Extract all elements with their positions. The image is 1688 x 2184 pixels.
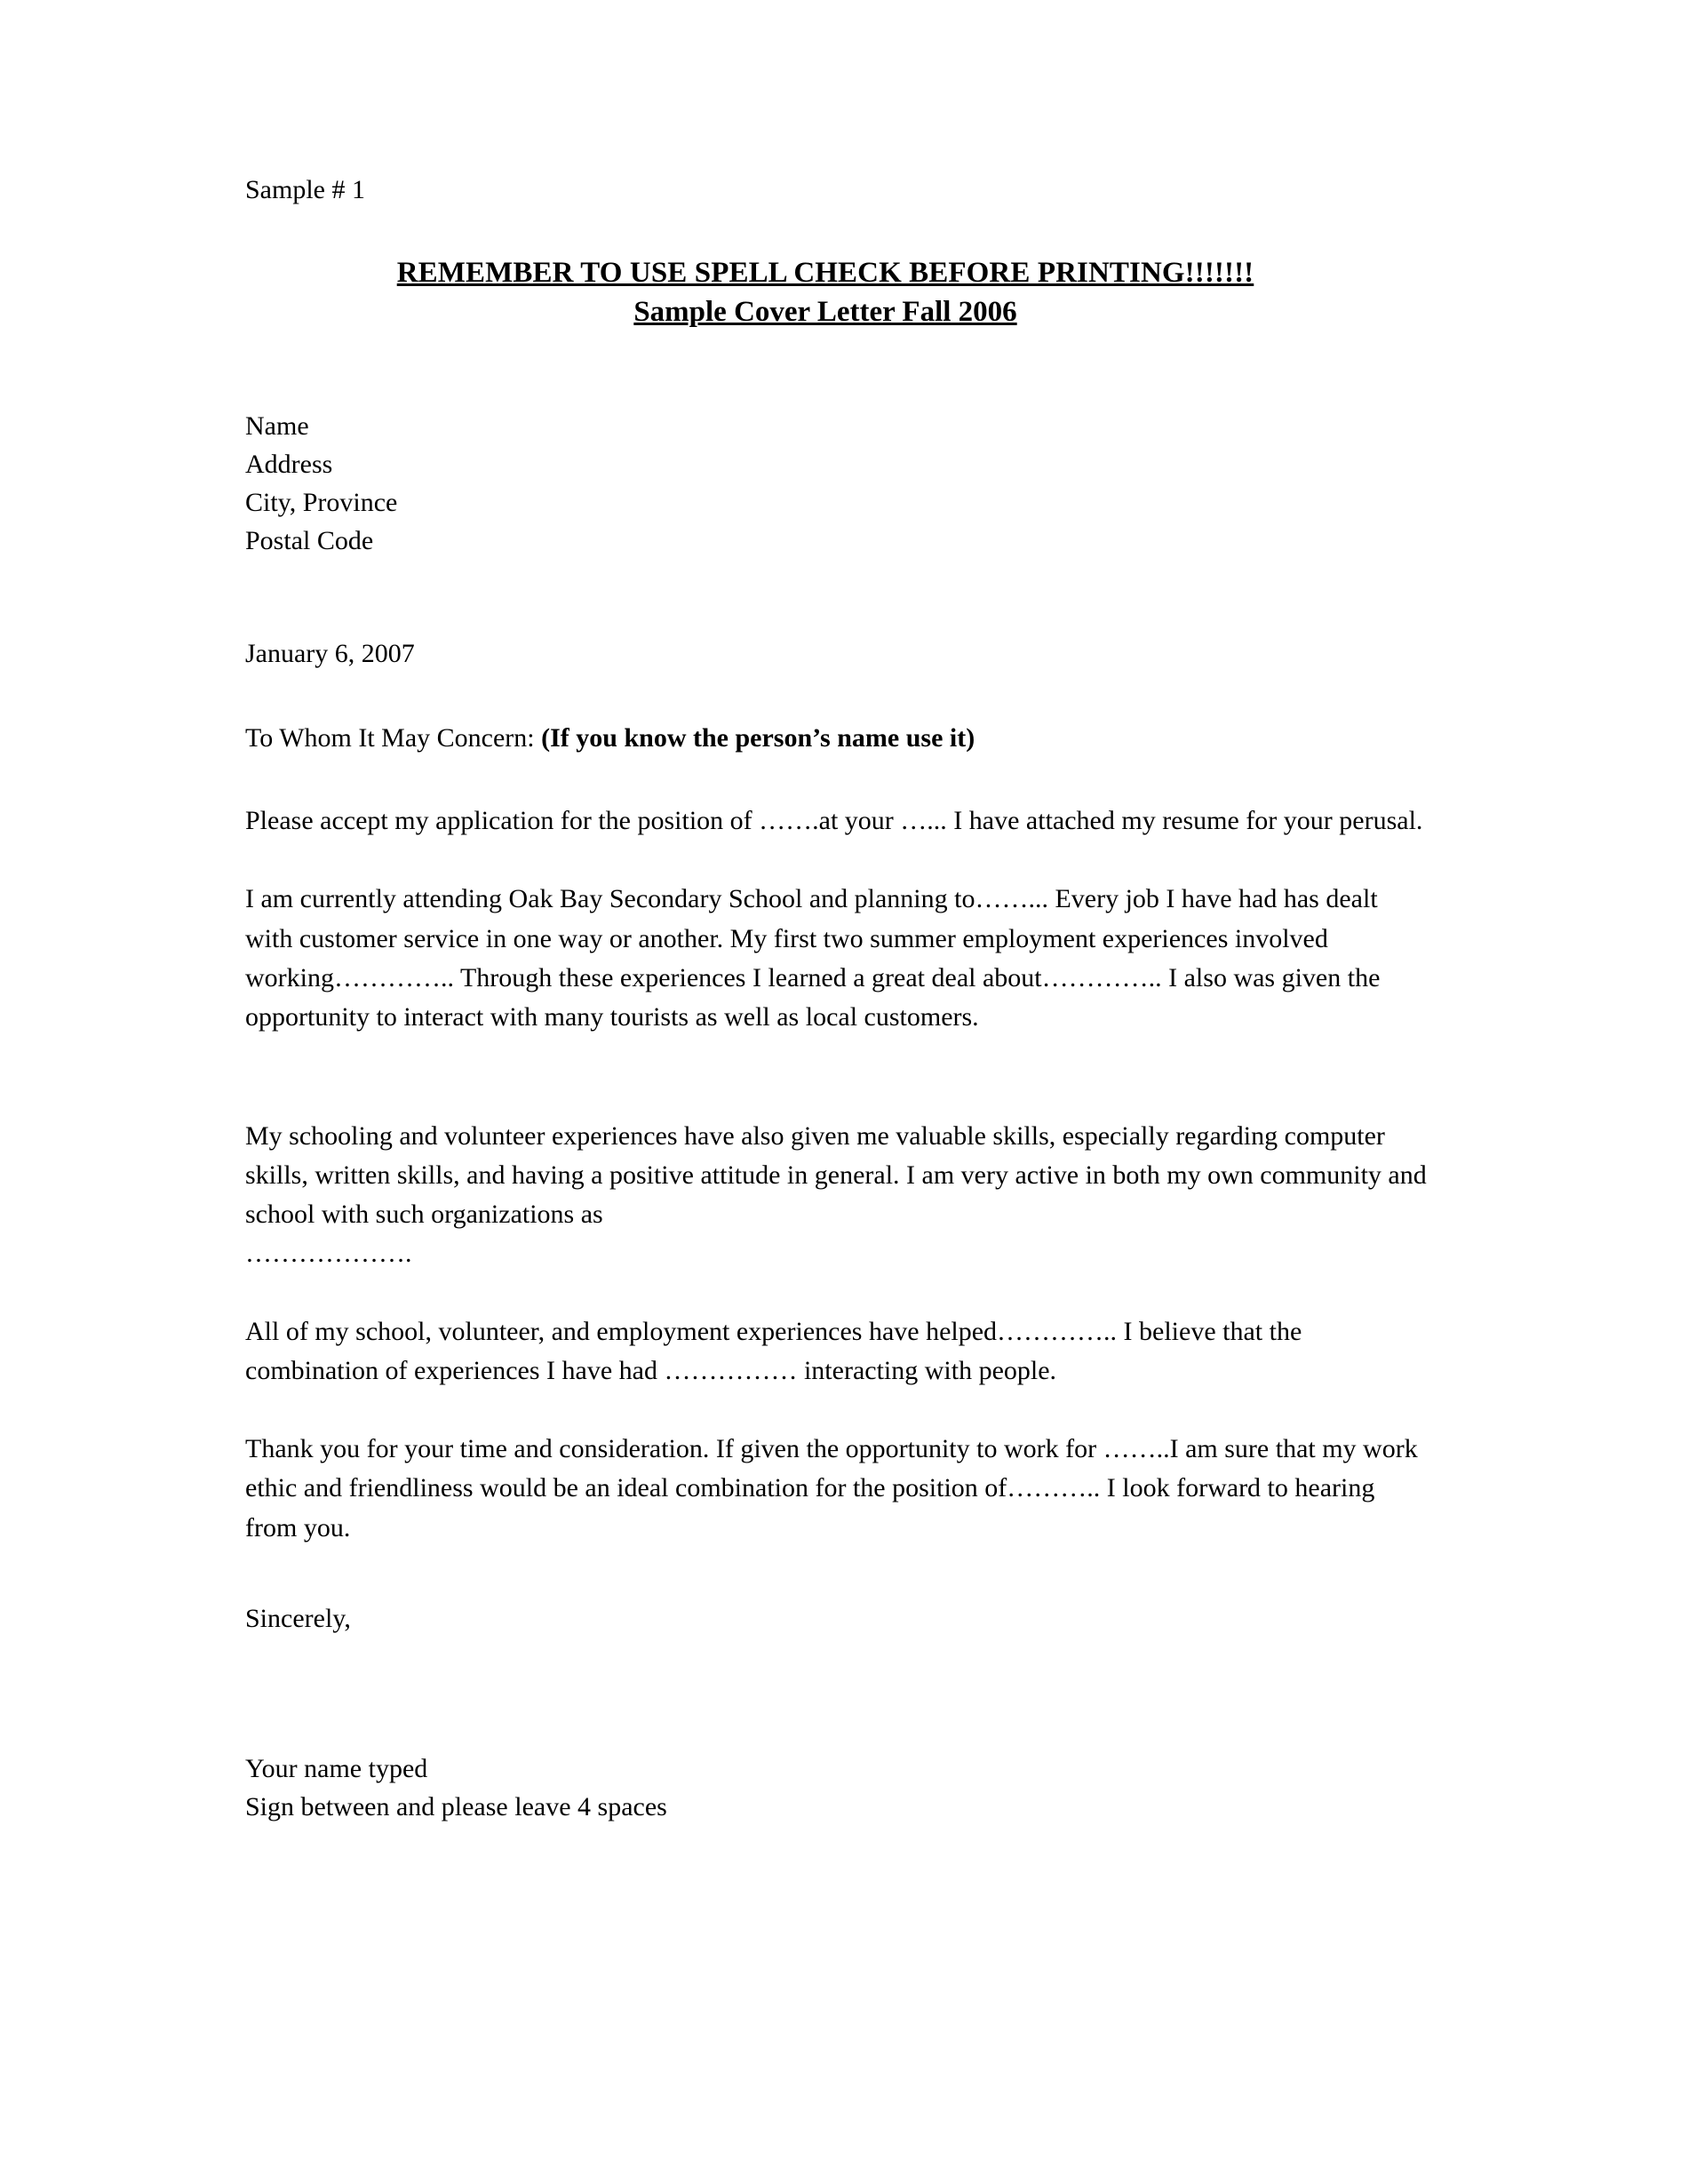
salutation-note: (If you know the person’s name use it) <box>541 723 975 753</box>
signature-instruction-line: Sign between and please leave 4 spaces <box>245 1791 667 1821</box>
closing-line: Sincerely, <box>245 1603 351 1633</box>
body-paragraph-4: All of my school, volunteer, and employment experiences have helped………….. I believe that the combination of experiences I have had …………… interacting with people. <box>245 1317 1302 1386</box>
sender-address-line: Address <box>245 449 333 479</box>
sender-address-block <box>245 407 1427 561</box>
letter-body <box>245 173 1427 1826</box>
body-paragraph-3 <box>245 1117 1427 1273</box>
sender-address-line: City, Province <box>245 487 398 517</box>
salutation-text: To Whom It May Concern: <box>245 723 542 753</box>
signature-name-line: Your name typed <box>245 1753 428 1783</box>
body-paragraph-1: Please accept my application for the position of …….at your …... I have attached my resume for your perusal. <box>245 806 1423 836</box>
letter-date: January 6, 2007 <box>245 639 415 669</box>
salutation <box>245 721 1427 755</box>
sender-address-line: Name <box>245 410 309 441</box>
title-line-primary: REMEMBER TO USE SPELL CHECK BEFORE PRINTING!!!!!!! <box>396 256 1254 289</box>
sample-label: Sample # 1 <box>245 175 365 204</box>
organizations-placeholder-dots: ………………. <box>245 1239 412 1269</box>
signature-block <box>245 1750 1427 1826</box>
title-line-secondary: Sample Cover Letter Fall 2006 <box>633 296 1017 329</box>
body-paragraph-2: I am currently attending Oak Bay Secondary School and planning to……... Every job I have had has dealt with customer service in one way or another. My first two summer employment experiences involved working………….. Through these experiences I learned a great deal about………….. I also was given the opportunity to interact with many tourists as well as local customers. <box>245 884 1381 1032</box>
body-paragraph-5: Thank you for your time and consideration. If given the opportunity to work for ……..I am sure that my work ethic and friendliness would be an ideal combination for the position of……….. I look forward to hearing from you. <box>245 1434 1418 1542</box>
body-paragraph-3-text: My schooling and volunteer experiences have also given me valuable skills, especially regarding computer skills, written skills, and having a positive attitude in general. I am very active in both my own community and school with such organizations as <box>245 1120 1427 1229</box>
document-title <box>245 253 1427 332</box>
sender-address-line: Postal Code <box>245 526 374 556</box>
